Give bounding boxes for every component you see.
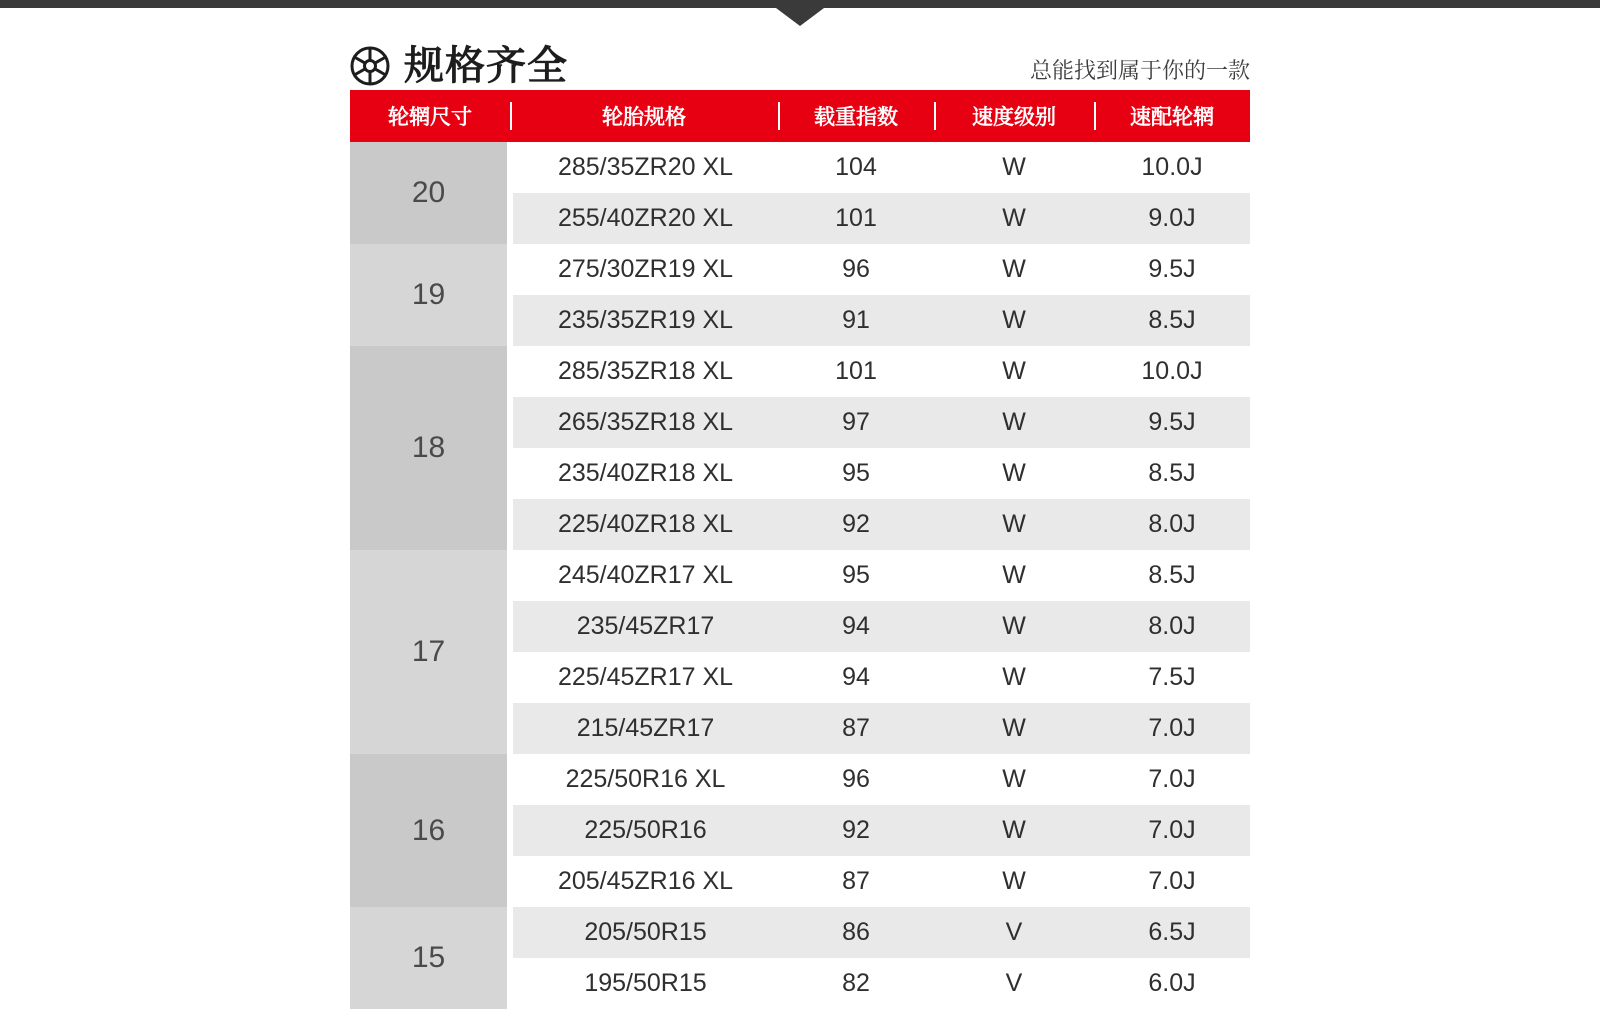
cell-tire-spec: 245/40ZR17 XL — [510, 550, 778, 601]
cell-matched-rim: 9.5J — [1094, 244, 1250, 295]
cell-speed-rating: W — [934, 142, 1094, 193]
cell-rim-size: 17 — [350, 550, 510, 754]
cell-tire-spec: 225/45ZR17 XL — [510, 652, 778, 703]
cell-tire-spec: 235/40ZR18 XL — [510, 448, 778, 499]
cell-matched-rim: 9.0J — [1094, 193, 1250, 244]
cell-tire-spec: 195/50R15 — [510, 958, 778, 1009]
cell-load-index: 101 — [778, 193, 934, 244]
column-header-matched-rim: 速配轮辋 — [1094, 90, 1250, 142]
top-notch-arrow — [776, 8, 824, 26]
cell-matched-rim: 10.0J — [1094, 142, 1250, 193]
cell-matched-rim: 8.0J — [1094, 601, 1250, 652]
cell-load-index: 92 — [778, 499, 934, 550]
cell-tire-spec: 235/35ZR19 XL — [510, 295, 778, 346]
cell-rim-size: 20 — [350, 142, 510, 244]
cell-rim-size: 19 — [350, 244, 510, 346]
cell-matched-rim: 6.0J — [1094, 958, 1250, 1009]
cell-tire-spec: 275/30ZR19 XL — [510, 244, 778, 295]
cell-speed-rating: W — [934, 550, 1094, 601]
cell-tire-spec: 255/40ZR20 XL — [510, 193, 778, 244]
table-row — [350, 244, 1250, 295]
cell-rim-size: 18 — [350, 346, 510, 550]
table-row — [350, 550, 1250, 601]
cell-matched-rim: 10.0J — [1094, 346, 1250, 397]
cell-speed-rating: W — [934, 499, 1094, 550]
cell-tire-spec: 265/35ZR18 XL — [510, 397, 778, 448]
cell-speed-rating: W — [934, 346, 1094, 397]
cell-tire-spec: 225/50R16 — [510, 805, 778, 856]
cell-matched-rim: 7.0J — [1094, 703, 1250, 754]
cell-load-index: 91 — [778, 295, 934, 346]
cell-speed-rating: W — [934, 805, 1094, 856]
cell-tire-spec: 285/35ZR18 XL — [510, 346, 778, 397]
cell-matched-rim: 7.0J — [1094, 754, 1250, 805]
table-header-row — [350, 90, 1250, 142]
cell-speed-rating: W — [934, 601, 1094, 652]
wheel-icon — [350, 46, 390, 86]
cell-speed-rating: W — [934, 652, 1094, 703]
table-row — [350, 142, 1250, 193]
cell-tire-spec: 205/50R15 — [510, 907, 778, 958]
page-title: 规格齐全 — [404, 44, 568, 88]
cell-speed-rating: W — [934, 703, 1094, 754]
cell-load-index: 94 — [778, 601, 934, 652]
cell-matched-rim: 7.0J — [1094, 805, 1250, 856]
cell-tire-spec: 205/45ZR16 XL — [510, 856, 778, 907]
cell-load-index: 87 — [778, 703, 934, 754]
cell-speed-rating: W — [934, 856, 1094, 907]
cell-load-index: 95 — [778, 550, 934, 601]
cell-matched-rim: 8.0J — [1094, 499, 1250, 550]
cell-speed-rating: W — [934, 448, 1094, 499]
cell-speed-rating: W — [934, 193, 1094, 244]
table-body — [350, 142, 1250, 1009]
cell-matched-rim: 8.5J — [1094, 448, 1250, 499]
cell-speed-rating: W — [934, 295, 1094, 346]
cell-load-index: 87 — [778, 856, 934, 907]
cell-rim-size: 16 — [350, 754, 510, 907]
cell-speed-rating: W — [934, 244, 1094, 295]
page-subtitle: 总能找到属于你的一款 — [1029, 58, 1250, 83]
cell-matched-rim: 6.5J — [1094, 907, 1250, 958]
cell-load-index: 96 — [778, 244, 934, 295]
cell-load-index: 101 — [778, 346, 934, 397]
tire-spec-table — [350, 90, 1253, 1009]
cell-load-index: 82 — [778, 958, 934, 1009]
table-header — [350, 90, 1250, 142]
cell-load-index: 92 — [778, 805, 934, 856]
column-header-speed-rating: 速度级别 — [934, 90, 1094, 142]
cell-matched-rim: 8.5J — [1094, 550, 1250, 601]
section-header — [350, 30, 1250, 86]
cell-tire-spec: 225/50R16 XL — [510, 754, 778, 805]
column-header-rim-size: 轮辋尺寸 — [350, 90, 510, 142]
cell-load-index: 94 — [778, 652, 934, 703]
cell-rim-size: 15 — [350, 907, 510, 1009]
cell-load-index: 97 — [778, 397, 934, 448]
cell-speed-rating: W — [934, 754, 1094, 805]
top-bar — [0, 0, 1600, 8]
cell-tire-spec: 285/35ZR20 XL — [510, 142, 778, 193]
cell-load-index: 96 — [778, 754, 934, 805]
cell-tire-spec: 235/45ZR17 — [510, 601, 778, 652]
cell-speed-rating: V — [934, 907, 1094, 958]
cell-tire-spec: 225/40ZR18 XL — [510, 499, 778, 550]
cell-load-index: 95 — [778, 448, 934, 499]
cell-matched-rim: 8.5J — [1094, 295, 1250, 346]
cell-tire-spec: 215/45ZR17 — [510, 703, 778, 754]
cell-matched-rim: 7.5J — [1094, 652, 1250, 703]
cell-speed-rating: V — [934, 958, 1094, 1009]
column-header-tire-spec: 轮胎规格 — [510, 90, 778, 142]
table-row — [350, 907, 1250, 958]
table-row — [350, 754, 1250, 805]
cell-load-index: 104 — [778, 142, 934, 193]
cell-speed-rating: W — [934, 397, 1094, 448]
cell-matched-rim: 7.0J — [1094, 856, 1250, 907]
table-row — [350, 346, 1250, 397]
cell-matched-rim: 9.5J — [1094, 397, 1250, 448]
column-header-load-index: 载重指数 — [778, 90, 934, 142]
title-wrap — [350, 46, 568, 86]
cell-load-index: 86 — [778, 907, 934, 958]
